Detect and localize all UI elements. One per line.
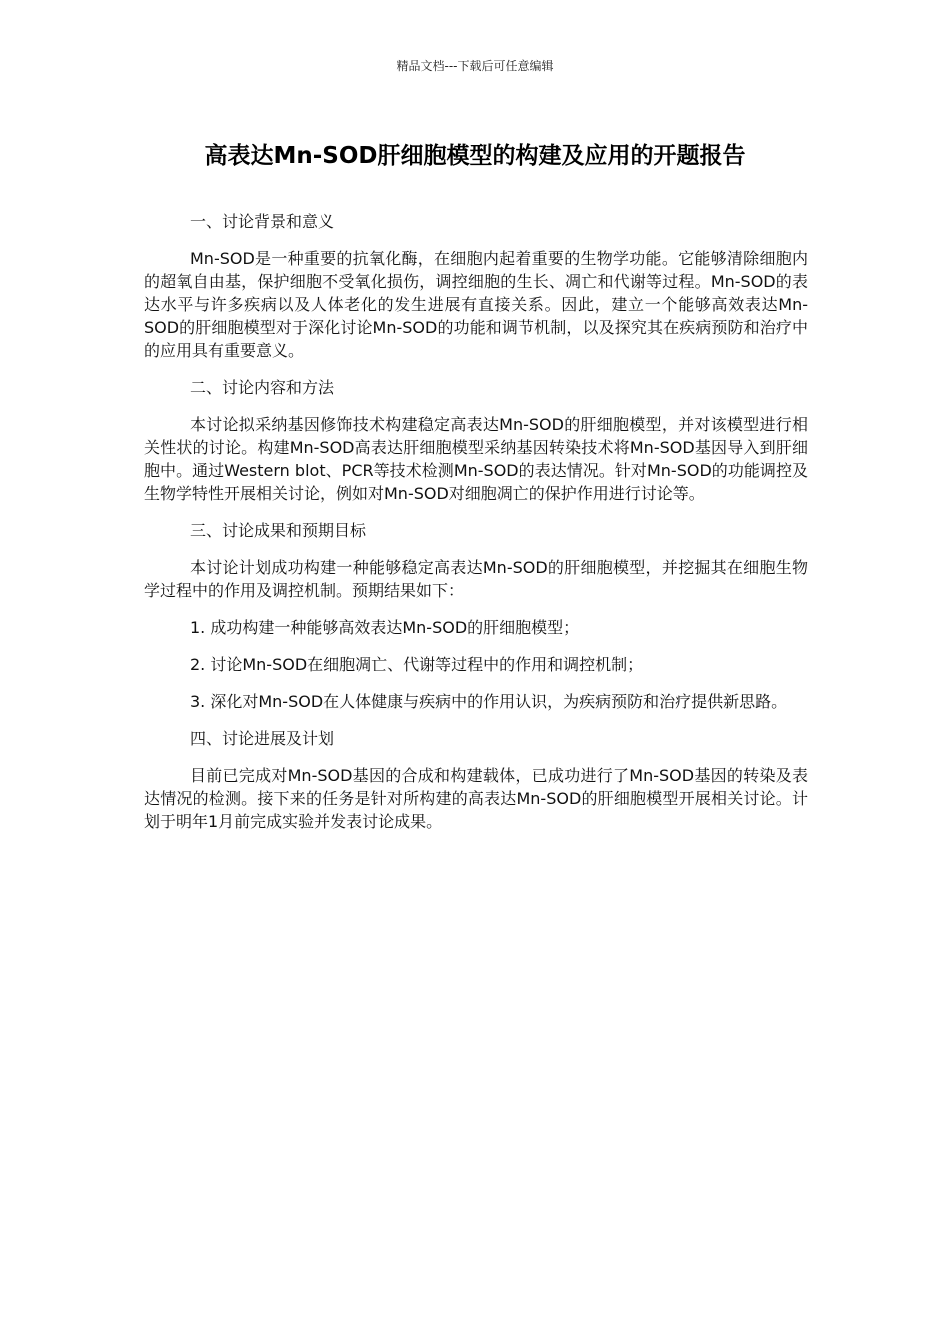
section-paragraph: 目前已完成对Mn-SOD基因的合成和构建载体，已成功进行了Mn-SOD基因的转染及表达情况的检测。接下来的任务是针对所构建的高表达Mn-SOD的肝细胞模型开展相关讨论。计划于明年1月前完成实验并发表讨论成果。 <box>144 766 808 831</box>
list-item: 2. 讨论Mn-SOD在细胞凋亡、代谢等过程中的作用和调控机制； <box>190 655 644 674</box>
document-body <box>144 210 808 847</box>
section-heading: 一、讨论背景和意义 <box>190 212 335 231</box>
page-header: 精品文档---下载后可任意编辑 <box>396 59 554 73</box>
section-paragraph: 本讨论计划成功构建一种能够稳定高表达Mn-SOD的肝细胞模型，并挖掘其在细胞生物学过程中的作用及调控机制。预期结果如下： <box>144 558 808 600</box>
section-content-methods <box>144 376 808 505</box>
document-title: 高表达Mn-SOD肝细胞模型的构建及应用的开题报告 <box>204 143 746 169</box>
list-item: 3. 深化对Mn-SOD在人体健康与疾病中的作用认识，为疾病预防和治疗提供新思路。 <box>190 692 788 711</box>
section-progress-plan <box>144 727 808 833</box>
section-paragraph: 本讨论拟采纳基因修饰技术构建稳定高表达Mn-SOD的肝细胞模型，并对该模型进行相关性状的讨论。构建Mn-SOD高表达肝细胞模型采纳基因转染技术将Mn-SOD基因导入到肝细胞中。通过Western blot、PCR等技术检测Mn-SOD的表达情况。针对Mn-SOD的功能调控及生物学特性开展相关讨论，例如对Mn-SOD对细胞凋亡的保护作用进行讨论等。 <box>144 415 808 503</box>
section-background <box>144 210 808 362</box>
list-item: 1. 成功构建一种能够高效表达Mn-SOD的肝细胞模型； <box>190 618 580 637</box>
section-heading: 三、讨论成果和预期目标 <box>190 521 367 540</box>
section-heading: 四、讨论进展及计划 <box>190 729 335 748</box>
section-outcomes-goals <box>144 519 808 713</box>
section-heading: 二、讨论内容和方法 <box>190 378 335 397</box>
section-paragraph: Mn-SOD是一种重要的抗氧化酶，在细胞内起着重要的生物学功能。它能够清除细胞内的超氧自由基，保护细胞不受氧化损伤，调控细胞的生长、凋亡和代谢等过程。Mn-SOD的表达水平与许多疾病以及人体老化的发生进展有直接关系。因此，建立一个能够高效表达Mn-SOD的肝细胞模型对于深化讨论Mn-SOD的功能和调节机制，以及探究其在疾病预防和治疗中的应用具有重要意义。 <box>144 249 808 360</box>
